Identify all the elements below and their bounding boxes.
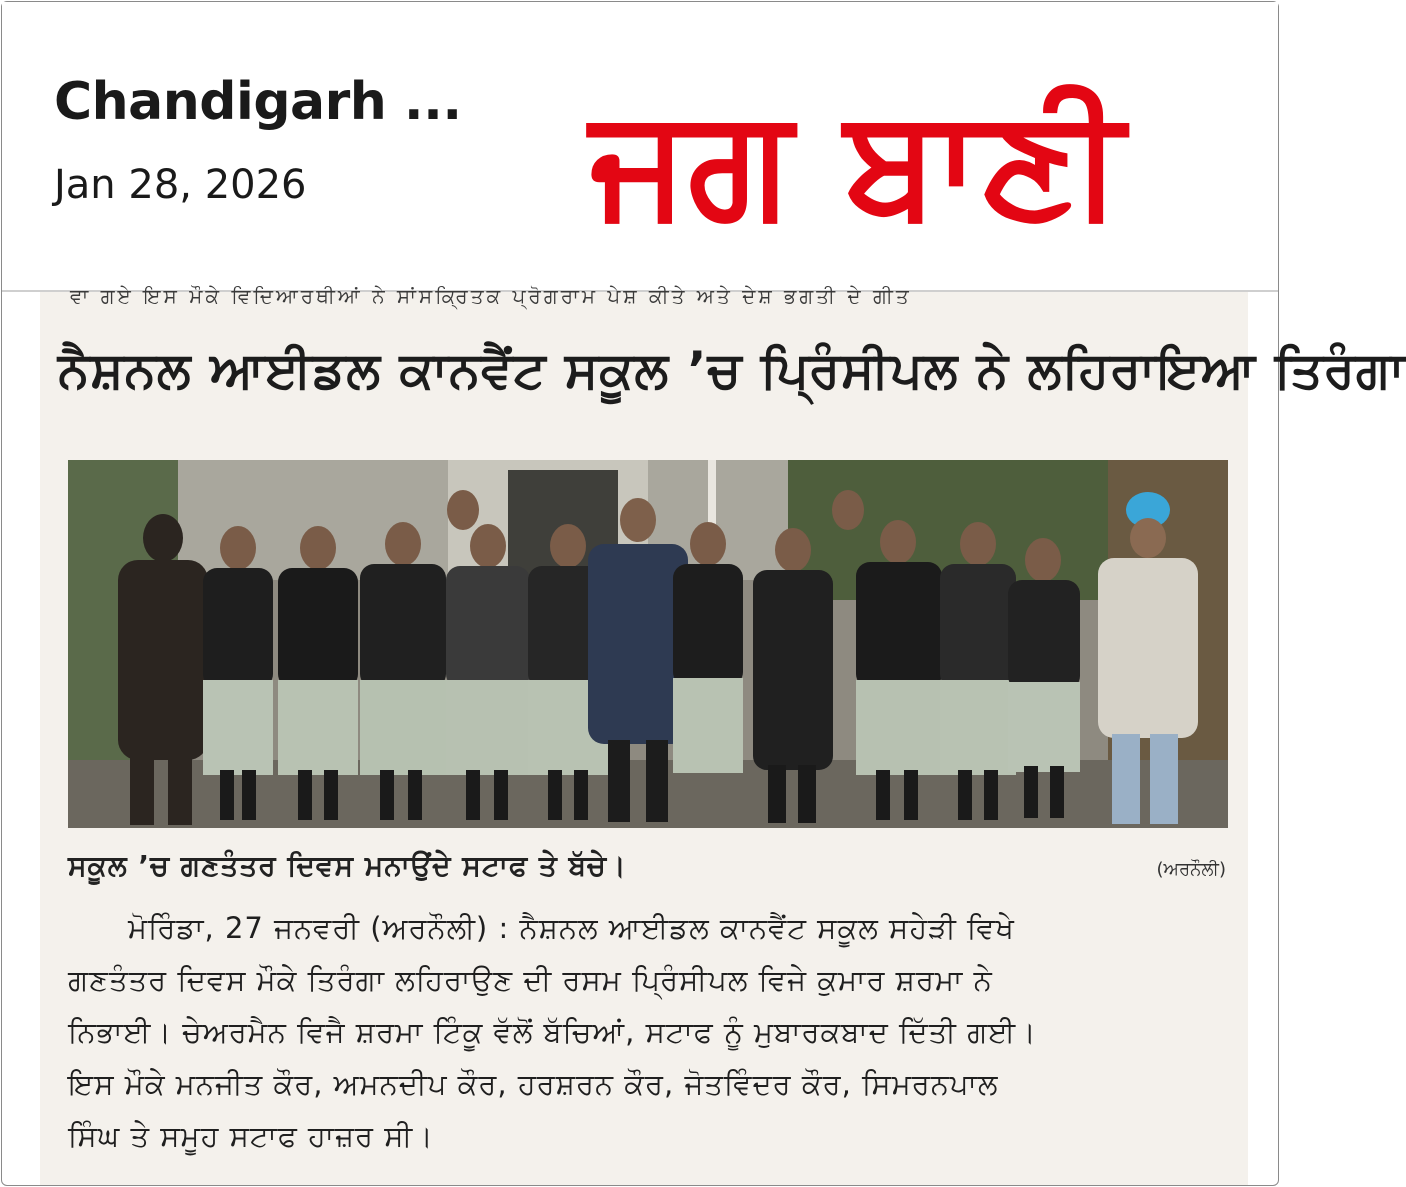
body-line: ਸਿੰਘ ਤੇ ਸਮੂਹ ਸਟਾਫ ਹਾਜ਼ਰ ਸੀ।: [68, 1119, 434, 1153]
group-photo-illustration: [68, 460, 1228, 828]
body-line: ਇਸ ਮੌਕੇ ਮਨਜੀਤ ਕੌਰ, ਅਮਨਦੀਪ ਕੌਰ, ਹਰਸ਼ਰਨ ਕੌਰ, ਜੋਤਵਿੰਦਰ ਕੌਰ, ਸਿਮਰਨਪਾਲ: [68, 1067, 999, 1101]
body-line: ਨਿਭਾਈ। ਚੇਅਰਮੈਨ ਵਿਜੈ ਸ਼ਰਮਾ ਟਿੰਕੂ ਵੱਲੋਂ ਬੱਚਿਆਂ, ਸਟਾਫ ਨੂੰ ਮੁਬਾਰਕਬਾਦ ਦਿੱਤੀ ਗਈ।: [68, 1015, 1037, 1049]
clipping-card: [1, 1, 1406, 1186]
clipping-header: [2, 2, 1278, 292]
publication-date: Jan 28, 2026: [54, 162, 307, 208]
body-line: ਗਣਤੰਤਰ ਦਿਵਸ ਮੌਕੇ ਤਿਰੰਗਾ ਲਹਿਰਾਉਣ ਦੀ ਰਸਮ ਪ੍ਰਿੰਸੀਪਲ ਵਿਜੇ ਕੁਮਾਰ ਸ਼ਰਮਾ ਨੇ: [68, 963, 993, 997]
newspaper-masthead-logo: [582, 64, 1222, 250]
article-headline: ਨੈਸ਼ਨਲ ਆਈਡਲ ਕਾਨਵੈਂਟ ਸਕੂਲ ’ਚ ਪ੍ਰਿੰਸੀਪਲ ਨੇ ਲਹਿਰਾਇਆ ਤਿਰੰਗਾ: [58, 341, 1406, 399]
newspaper-clipping: [40, 284, 1406, 1185]
city-name: Chandigarh ...: [54, 72, 462, 132]
body-line: ਮੋਰਿੰਡਾ, 27 ਜਨਵਰੀ (ਅਰਨੌਲੀ) : ਨੈਸ਼ਨਲ ਆਈਡਲ ਕਾਨਵੈਂਟ ਸਕੂਲ ਸਹੇੜੀ ਵਿਖੇ: [128, 911, 1015, 945]
photo-caption: ਸਕੂਲ ’ਚ ਗਣਤੰਤਰ ਦਿਵਸ ਮਨਾਉਂਦੇ ਸਟਾਫ ਤੇ ਬੱਚੇ।: [68, 849, 627, 882]
group-photo: [68, 460, 1228, 828]
article-body: [68, 902, 1228, 1162]
cut-off-previous-line: ਵਾ ਗਏ ਇਸ ਮੌਕੇ ਵਿਦਿਆਰਥੀਆਂ ਨੇ ਸਾਂਸਕ੍ਰਿਤਕ ਪ੍ਰੋਗਰਾਮ ਪੇਸ਼ ਕੀਤੇ ਅਤੇ ਦੇਸ਼ ਭਗਤੀ ਦੇ ਗੀਤ: [70, 284, 912, 308]
photo-credit: (ਅਰਨੌਲੀ): [1156, 859, 1226, 880]
masthead-text: ਜਗ ਬਾਣੀ: [590, 76, 1124, 250]
